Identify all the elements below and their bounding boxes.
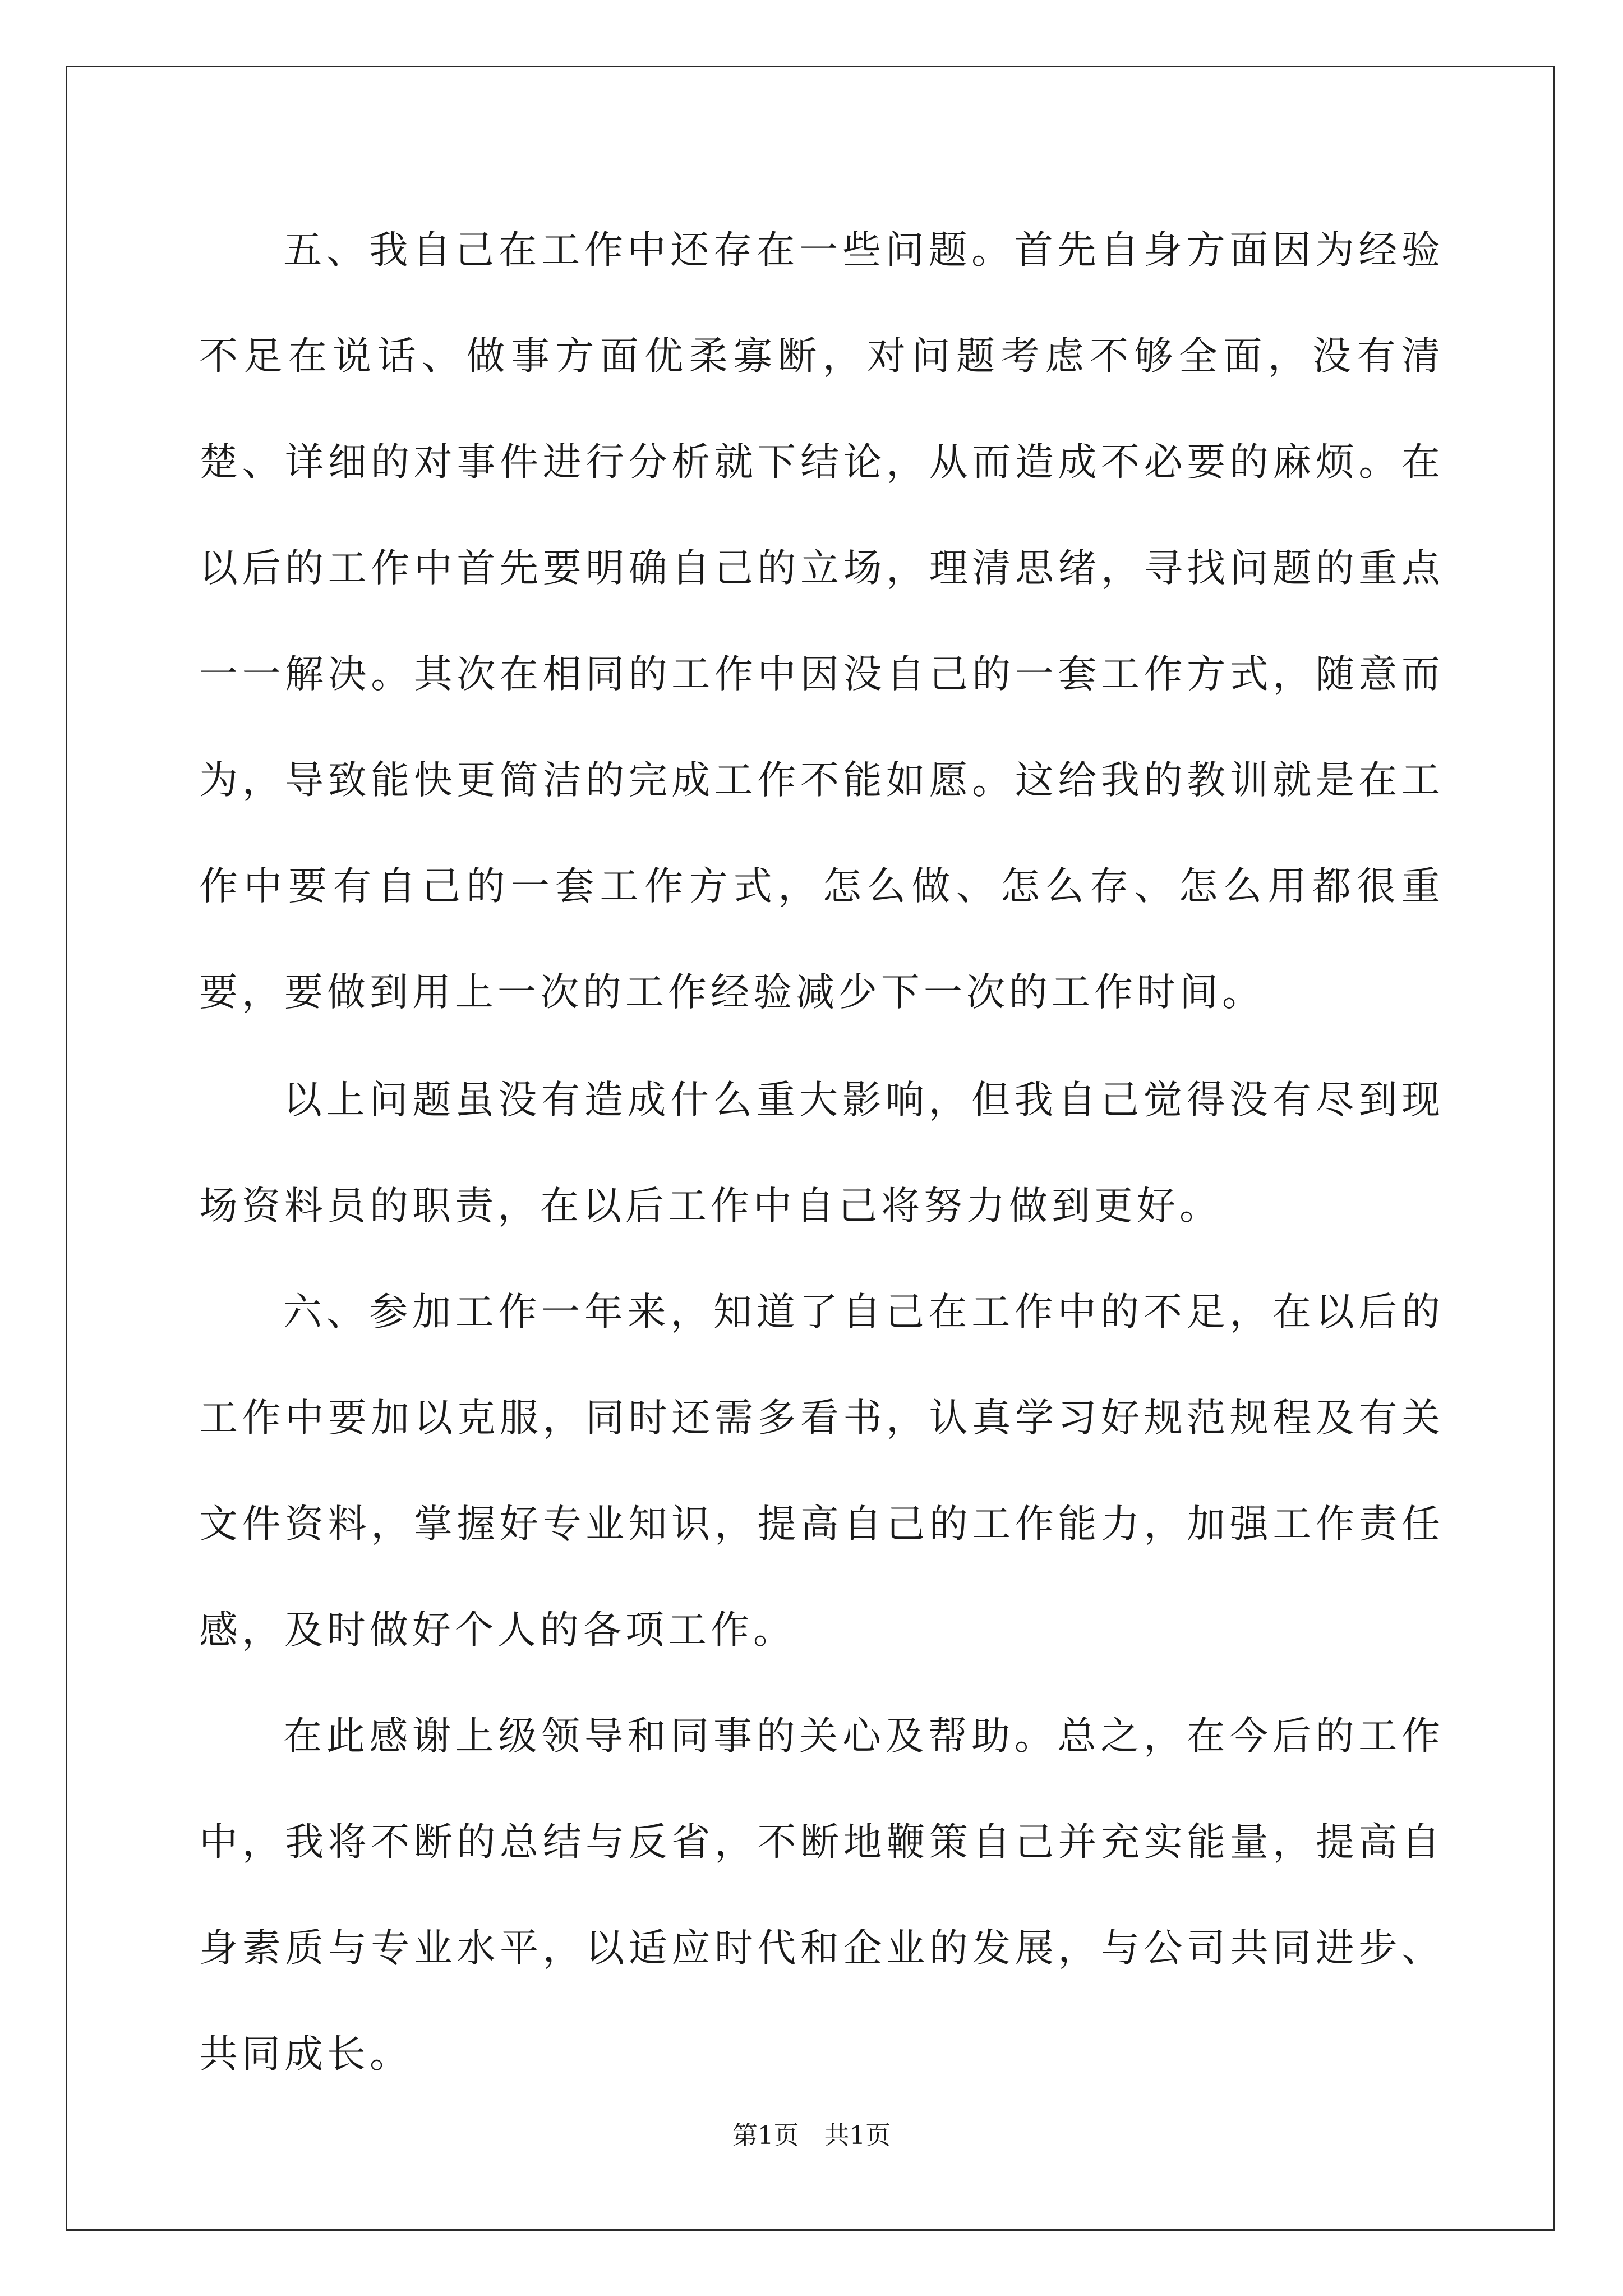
paragraph-problems: 五、我自己在工作中还存在一些问题。首先自身方面因为经验不足在说话、做事方面优柔寡断，对问题考虑不够全面，没有清楚、详细的对事件进行分析就下结论，从而造成不必要的麻烦。在以后的工作中首先要明确自己的立场，理清思绪，寻找问题的重点一一解决。其次在相同的工作中因没自己的一套工作方式，随意而为，导致能快更简洁的完成工作不能如愿。这给我的教训就是在工作中要有自己的一套工作方式，怎么做、怎么存、怎么用都很重要，要做到用上一次的工作经验减少下一次的工作时间。 — [199, 228, 1444, 1015]
paragraph-conclusion: 在此感谢上级领导和同事的关心及帮助。总之，在今后的工作中，我将不断的总结与反省，不断地鞭策自己并充实能量，提高自身素质与专业水平，以适应时代和企业的发展，与公司共同进步、共同成长。 — [199, 1714, 1444, 2077]
paragraph-reflection: 以上问题虽没有造成什么重大影响，但我自己觉得没有尽到现场资料员的职责，在以后工作中自己将努力做到更好。 — [199, 1078, 1444, 1228]
page-footer: 第1页 共1页 — [732, 2120, 891, 2150]
paragraph-improvement: 六、参加工作一年来，知道了自己在工作中的不足，在以后的工作中要加以克服，同时还需多看书，认真学习好规范规程及有关文件资料，掌握好专业知识，提高自己的工作能力，加强工作责任感，及时做好个人的各项工作。 — [199, 1290, 1444, 1653]
